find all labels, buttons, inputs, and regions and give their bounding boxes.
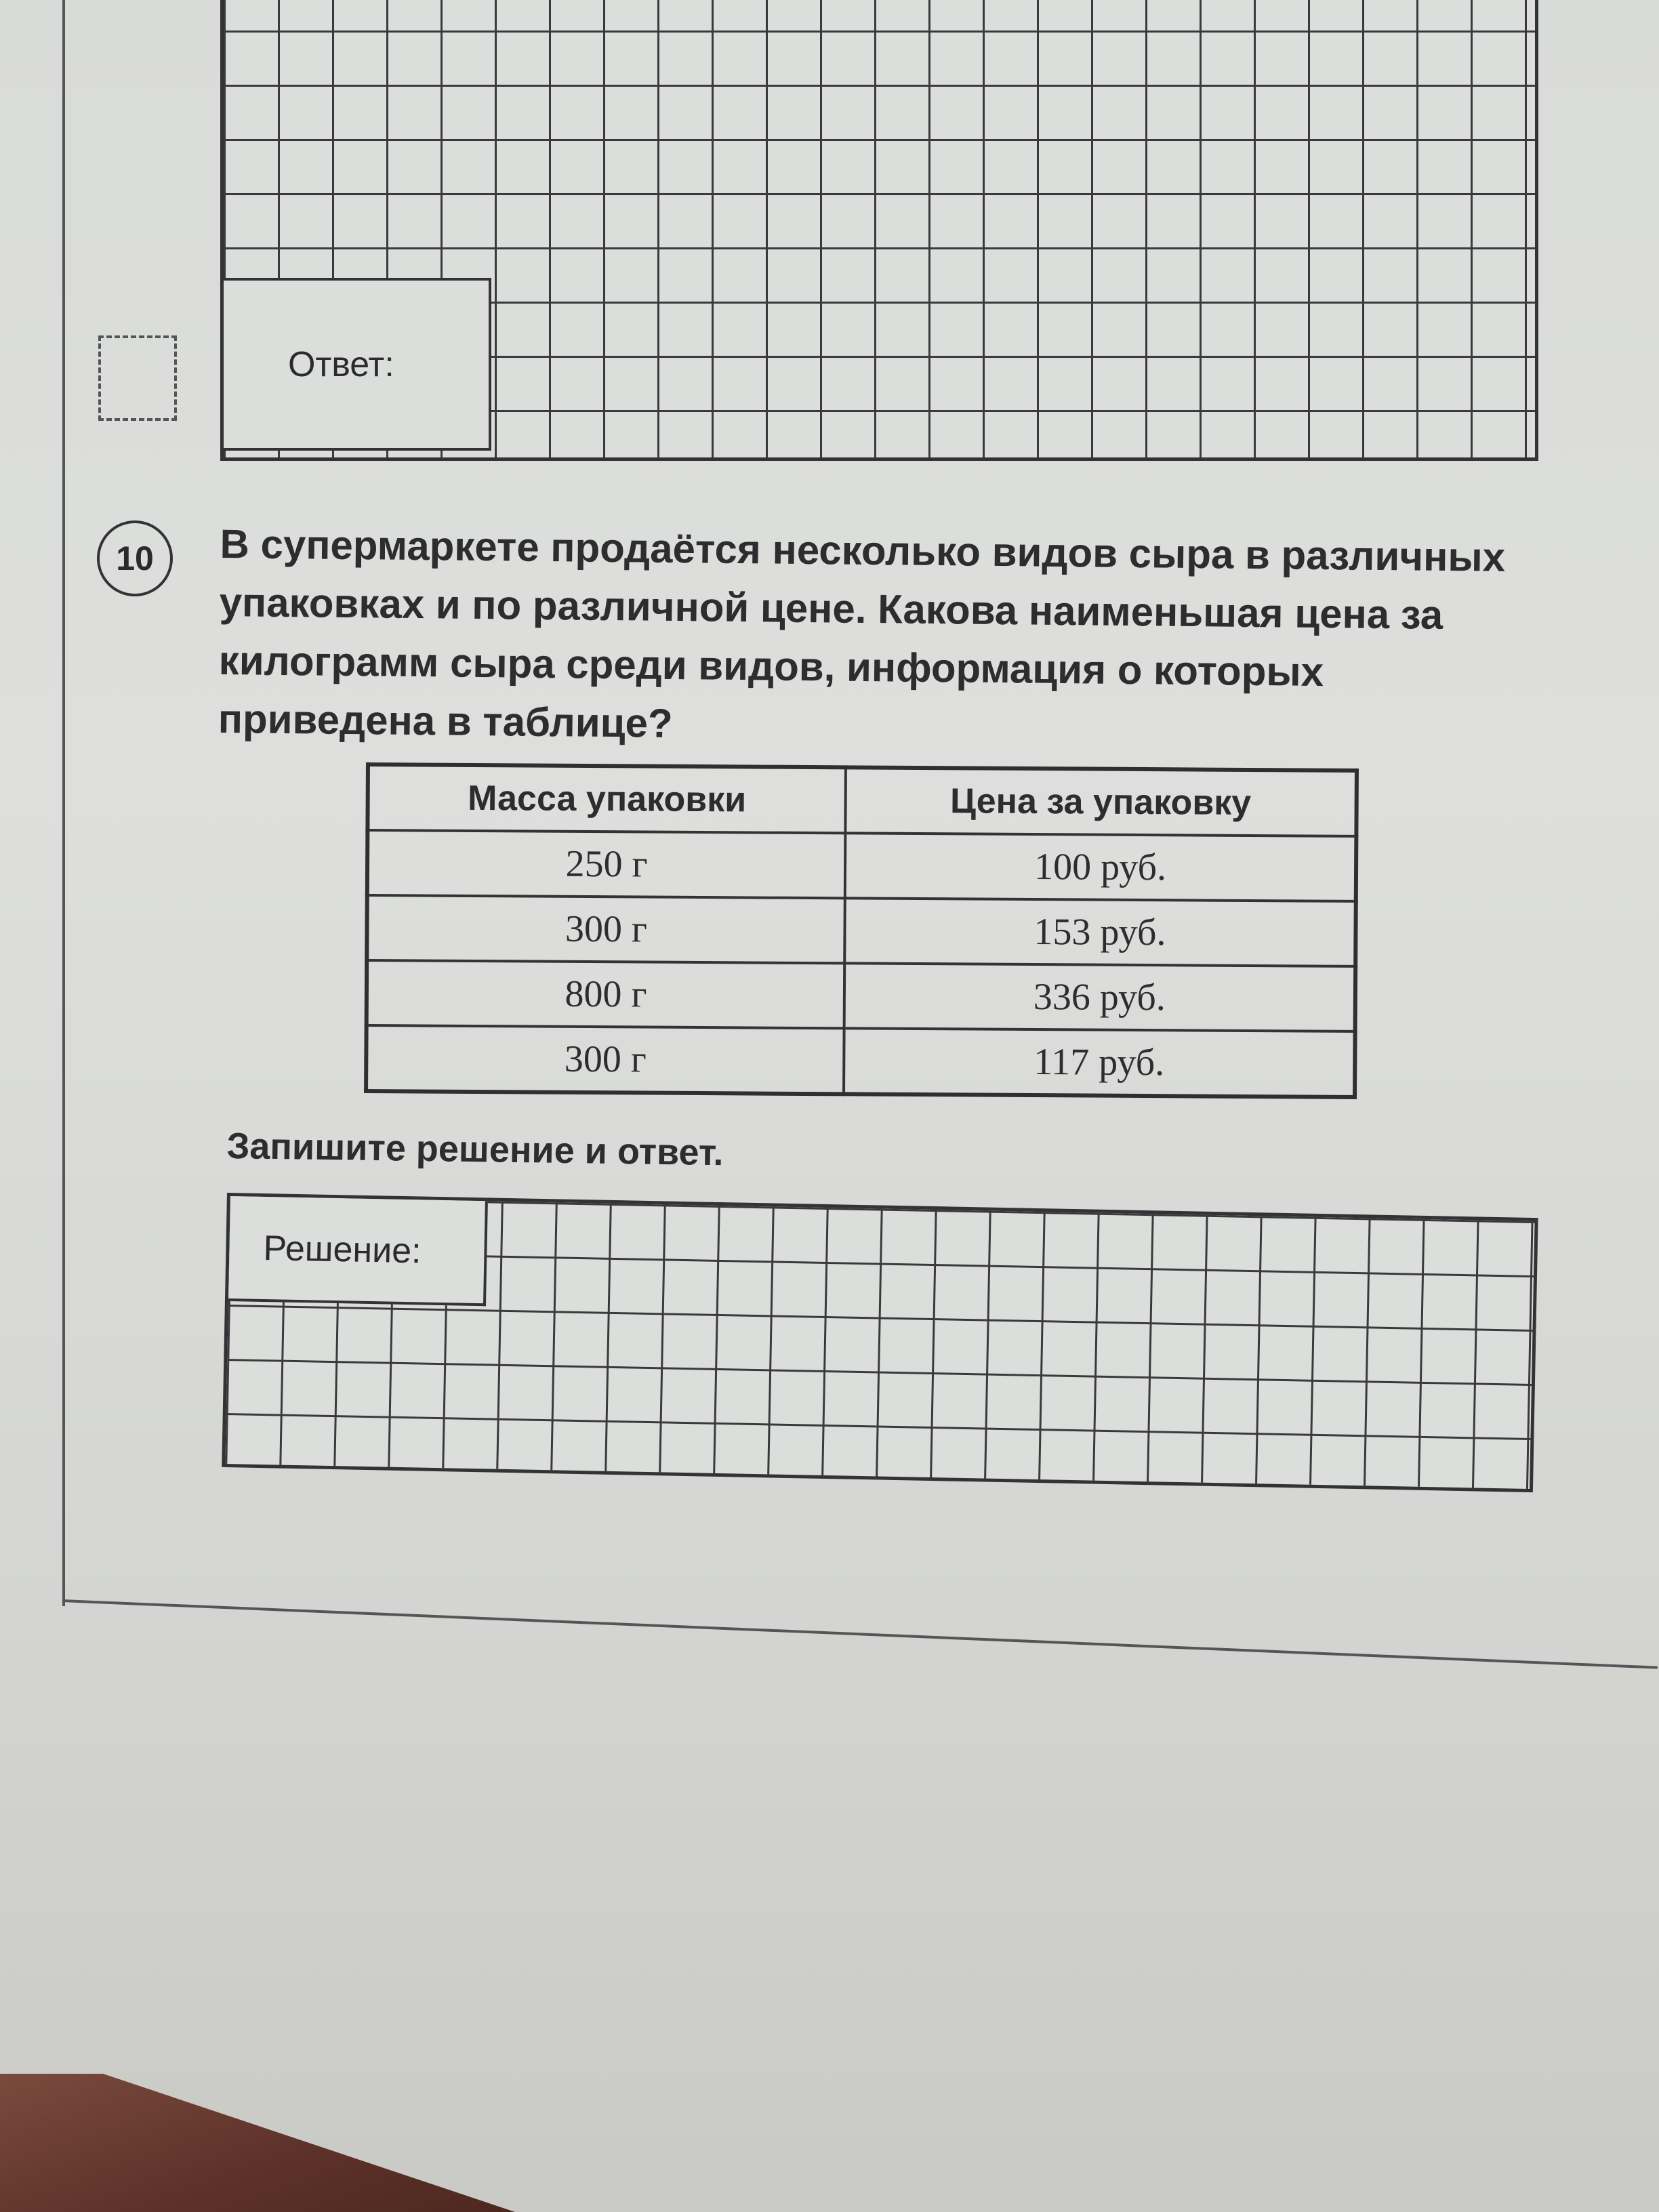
table-cell-mass: 250 г (367, 830, 846, 898)
table-cell-price: 100 руб. (845, 833, 1357, 901)
table-row (367, 830, 1357, 901)
table-cell-price: 153 руб. (844, 898, 1356, 966)
table-cell-mass: 800 г (367, 960, 845, 1028)
answer-label-cell (224, 278, 491, 451)
question-text: В супермаркете продаётся несколько видов сыра в различных упаковках и по различной цене. Какова наименьшая цена за килограмм сыра среди видов, информация о которых приведена в таблице? (218, 520, 1506, 747)
question-number-text: 10 (116, 539, 154, 577)
cheese-price-table (364, 762, 1359, 1099)
table-header-row (367, 764, 1357, 836)
table-row (367, 895, 1356, 966)
solution-label: Решение: (262, 1228, 422, 1271)
table-cell-mass: 300 г (367, 895, 845, 963)
page-frame-left (62, 0, 65, 1606)
answer-label: Ответ: (288, 344, 394, 384)
table-row (366, 1025, 1355, 1097)
solution-label-cell (228, 1196, 488, 1306)
instruction-text: Запишите решение и ответ. (226, 1125, 724, 1174)
question-number (97, 520, 173, 596)
table-header-mass: Масса упаковки (367, 764, 846, 833)
score-box[interactable] (98, 335, 177, 421)
table-row (367, 960, 1356, 1031)
table-header-price: Цена за упаковку (845, 767, 1357, 836)
table-cell-mass: 300 г (366, 1025, 844, 1094)
table-cell-price: 336 руб. (844, 963, 1356, 1031)
table-cell-price: 117 руб. (844, 1028, 1355, 1097)
